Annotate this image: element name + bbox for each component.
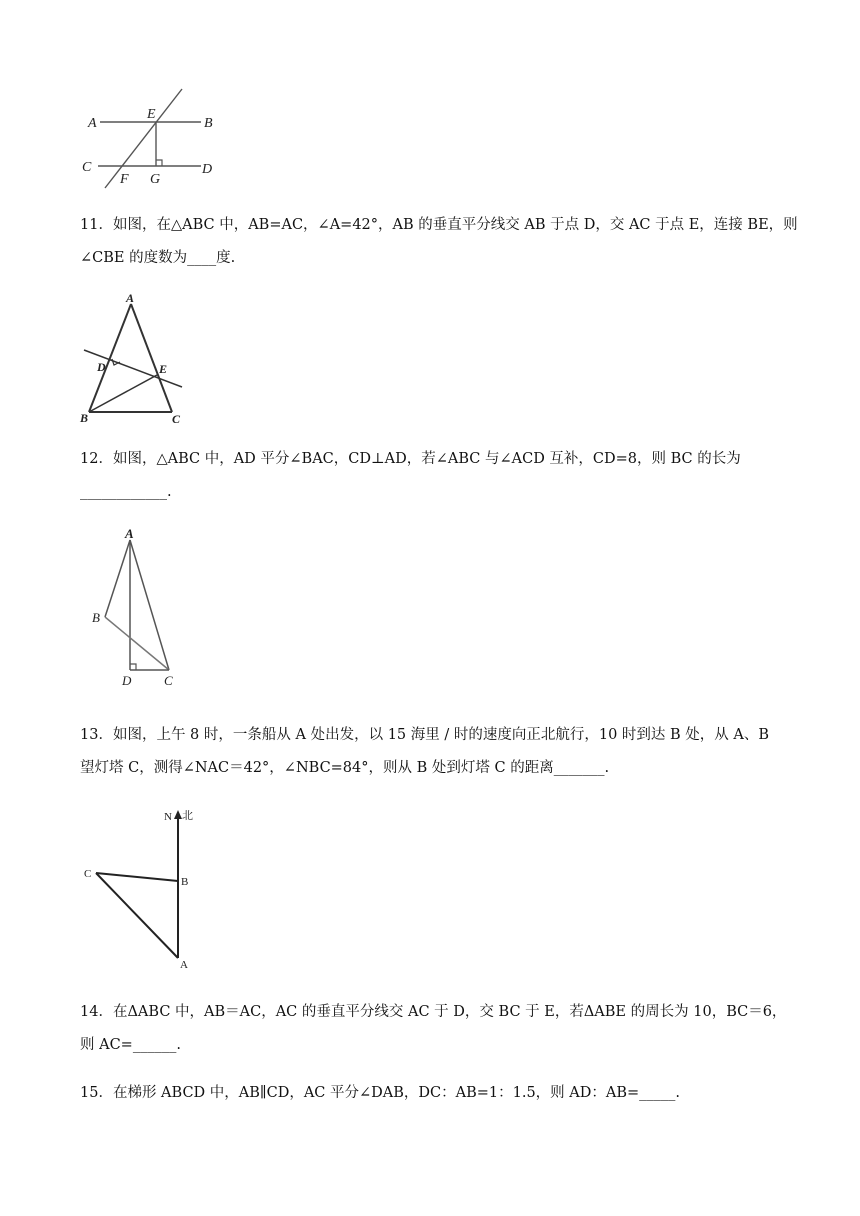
figure-lighthouse-bearing: [78, 800, 208, 975]
figure-triangle-perpendicular-bisector: [78, 290, 198, 430]
right-angle-mark: [156, 160, 162, 166]
label-c: C: [172, 412, 181, 426]
question-12-line-1: 12．如图，△ABC 中，AD 平分∠BAC，CD⊥AD，若∠ABC 与∠ACD 互补，CD=8，则 BC 的长为: [80, 451, 741, 467]
label-a: A: [126, 291, 135, 305]
question-11-line-1: 11．如图，在△ABC 中，AB=AC，∠A=42°，AB 的垂直平分线交 AB 于点 D，交 AC 于点 E，连接 BE，则: [80, 217, 798, 233]
side-ab: [89, 304, 131, 412]
question-13-line-2: 望灯塔 C，测得∠NAC＝42°，∠NBC=84°，则从 B 处到灯塔 C 的距离_______.: [80, 760, 610, 776]
label-c: C: [82, 160, 92, 175]
label-g: G: [150, 172, 161, 187]
side-ac: [131, 304, 172, 412]
label-a: A: [180, 959, 188, 971]
label-b: B: [181, 876, 189, 888]
question-12: [80, 443, 780, 509]
right-angle-mark: [130, 664, 136, 670]
question-11: [80, 209, 798, 275]
question-11-line-2: ∠CBE 的度数为____度.: [80, 250, 236, 266]
question-15: [80, 1077, 780, 1110]
north-arrow-icon: [174, 810, 182, 819]
label-n: N: [164, 811, 172, 823]
label-a: A: [88, 116, 97, 131]
question-14-line-2: 则 AC=______.: [80, 1037, 181, 1053]
segment-bc: [105, 617, 169, 670]
label-d: D: [122, 673, 132, 688]
label-b: B: [80, 411, 89, 425]
question-15-line-1: 15．在梯形 ABCD 中，AB∥CD，AC 平分∠DAB，DC：AB=1：1.5，则 AD：AB=_____.: [80, 1085, 681, 1101]
figure-triangle-angle-bisector: [85, 525, 195, 695]
label-d: D: [97, 360, 106, 374]
label-b: B: [204, 116, 213, 131]
question-14-line-1: 14．在ΔABC 中，AB＝AC，AC 的垂直平分线交 AC 于 D，交 BC 于 E，若ΔABE 的周长为 10，BC＝6，: [80, 1004, 787, 1020]
question-13-line-1: 13．如图，上午 8 时，一条船从 A 处出发，以 15 海里 / 时的速度向正北航行，10 时到达 B 处，从 A、B: [80, 727, 770, 743]
label-f: F: [120, 172, 129, 187]
transversal: [105, 89, 182, 188]
label-a: A: [125, 526, 134, 541]
label-north: 北: [182, 810, 193, 822]
segment-be: [89, 375, 157, 412]
segment-ca: [96, 873, 178, 958]
segment-ab: [105, 540, 130, 617]
question-14: [80, 996, 787, 1062]
segment-ac: [130, 540, 169, 670]
segment-cb: [96, 873, 178, 881]
label-c: C: [164, 673, 173, 688]
label-b: B: [92, 610, 100, 625]
label-e: E: [159, 362, 168, 376]
figure-parallel-lines: [78, 85, 228, 195]
label-e: E: [147, 107, 156, 122]
question-12-line-2: ____________.: [80, 484, 172, 500]
label-d: D: [202, 162, 213, 177]
question-13: [80, 719, 780, 785]
label-c: C: [84, 868, 92, 880]
